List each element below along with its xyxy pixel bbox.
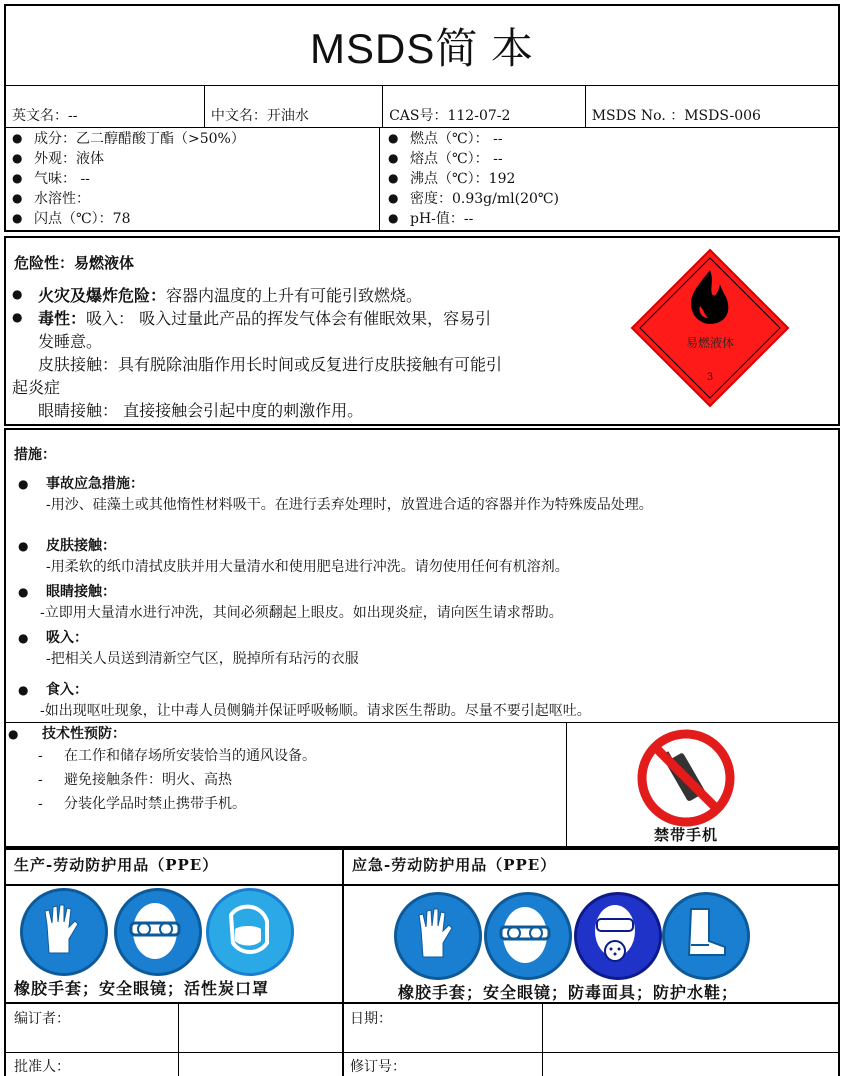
tech-vertical-divider <box>566 722 567 846</box>
flammable-sign-text: 易燃液体 <box>685 336 734 350</box>
fire-hazard <box>12 284 582 307</box>
flammable-liquid-sign <box>630 248 790 408</box>
measure-head-text: 事故应急措施： <box>46 476 144 492</box>
approver-label: 批准人： <box>14 1059 70 1075</box>
dash-icon: - <box>38 772 43 788</box>
document-title: MSDS简 本 <box>6 6 838 86</box>
tech-divider <box>6 722 838 723</box>
footer-block <box>4 1004 840 1076</box>
measure-item-ingest <box>18 680 818 722</box>
prop-item <box>12 168 375 188</box>
gas-mask-icon <box>574 892 662 980</box>
prop-item <box>12 188 375 208</box>
bullet-icon: ● <box>18 585 29 599</box>
footer-row-divider <box>6 1052 838 1053</box>
prop-text: 成分：乙二醇醋酸丁酯（>50%） <box>34 131 245 147</box>
toxicity-text: 吸入： 吸入过量此产品的挥发气体会有催眠效果，容易引 <box>86 309 492 328</box>
ppe-block <box>4 848 840 1004</box>
prop-item <box>12 128 375 148</box>
bullet-icon: ● <box>18 631 29 645</box>
prop-item <box>12 208 375 228</box>
bullet-icon: ● <box>12 310 23 324</box>
toxicity <box>12 307 582 330</box>
measure-head <box>18 582 818 602</box>
bullet-icon: ● <box>8 727 19 741</box>
prop-item <box>388 208 830 228</box>
measure-head-text: 眼睛接触： <box>46 584 116 600</box>
properties-left <box>8 128 380 230</box>
skin-contact-line: 皮肤接触：具有脱除油脂作用长时间或反复进行皮肤接触有可能引 <box>38 355 503 374</box>
footer-col-divider <box>178 1004 179 1076</box>
prop-text: 水溶性： <box>34 191 90 207</box>
cas-number: CAS号：112-07-2 <box>389 108 511 124</box>
toxicity-cont: 发睡意。 <box>38 332 103 351</box>
info-row <box>6 86 838 128</box>
flammable-icon <box>630 248 790 408</box>
bullet-icon: ● <box>388 151 399 165</box>
revision-label: 修订号： <box>350 1059 406 1075</box>
measure-head-text: 食入： <box>46 682 88 698</box>
ppe-emergency-label: 橡胶手套；安全眼镜；防毒面具；防护水鞋； <box>398 983 739 1002</box>
msds-no-cell <box>586 86 838 127</box>
bullet-icon: ● <box>12 287 23 301</box>
ppe-production-title: 生产-劳动防护用品（PPE） <box>14 856 219 874</box>
prop-text: 外观：液体 <box>34 151 104 167</box>
english-name-cell <box>6 86 205 127</box>
gloves-icon <box>394 892 482 980</box>
measure-head-text: 吸入： <box>46 630 88 646</box>
bullet-icon: ● <box>18 539 29 553</box>
bullet-icon: ● <box>388 211 399 225</box>
flammable-sign-number: 3 <box>706 372 714 383</box>
english-name: 英文名：-- <box>12 108 78 124</box>
measure-head <box>18 474 818 494</box>
prop-item <box>388 128 830 148</box>
no-phone-icon <box>636 728 736 828</box>
measure-head <box>18 680 818 700</box>
cas-cell <box>383 86 586 127</box>
mask-icon <box>206 888 294 976</box>
measure-head <box>18 536 818 556</box>
bullet-icon: ● <box>12 211 23 225</box>
prop-text: 熔点（℃）： -- <box>410 151 503 167</box>
ppe-emergency-title: 应急-劳动防护用品（PPE） <box>352 856 557 874</box>
prop-item <box>388 148 830 168</box>
safety-glasses-icon <box>114 888 202 976</box>
editor-label: 编订者： <box>14 1011 70 1027</box>
prop-text: 气味： -- <box>34 171 90 187</box>
measure-text: -如出现呕吐现象，让中毒人员侧躺并保证呼吸畅顺。请求医生帮助。尽量不要引起呕吐。 <box>40 703 591 719</box>
tech-item <box>36 768 562 792</box>
bullet-icon: ● <box>12 131 23 145</box>
prop-text: pH-值：-- <box>410 211 474 227</box>
safety-glasses-icon <box>484 892 572 980</box>
tech-item-text: 避免接触条件：明火、高热 <box>64 772 232 788</box>
hazard-block <box>4 236 840 426</box>
footer-col-divider <box>342 1004 344 1076</box>
properties-right <box>384 128 834 230</box>
prop-item <box>12 148 375 168</box>
footer-col-divider <box>542 1004 543 1076</box>
toxicity-label: 毒性： <box>38 309 87 328</box>
measure-head-text: 皮肤接触： <box>46 538 116 554</box>
bullet-icon: ● <box>388 131 399 145</box>
msds-number: MSDS No. ：MSDS-006 <box>591 108 761 124</box>
prop-text: 密度：0.93g/ml(20℃) <box>410 191 560 207</box>
tech-prevention <box>6 724 562 816</box>
boots-icon <box>662 892 750 980</box>
measures-block <box>4 428 840 848</box>
no-phone-sign <box>636 728 736 828</box>
prop-text: 沸点（℃）：192 <box>410 171 516 187</box>
bullet-icon: ● <box>18 683 29 697</box>
measure-item-accident <box>18 474 818 516</box>
bullet-icon: ● <box>388 191 399 205</box>
ppe-vertical-divider <box>342 850 344 1002</box>
prop-item <box>388 188 830 208</box>
measure-text: -立即用大量清水进行冲洗，其间必须翻起上眼皮。如出现炎症，请向医生请求帮助。 <box>40 605 563 621</box>
tech-item <box>36 792 562 816</box>
measure-text: -用柔软的纸巾清拭皮肤并用大量清水和使用肥皂进行冲洗。请勿使用任何有机溶剂。 <box>46 559 569 575</box>
tech-item-text: 在工作和储存场所安装恰当的通风设备。 <box>64 748 316 764</box>
fire-label: 火灾及爆炸危险： <box>38 286 167 305</box>
no-phone-label: 禁带手机 <box>653 826 718 844</box>
bullet-icon: ● <box>12 151 23 165</box>
measure-text: -把相关人员送到清新空气区，脱掉所有玷污的衣服 <box>46 651 359 667</box>
eye-contact-line: 眼睛接触： 直接接触会引起中度的刺激作用。 <box>38 401 364 420</box>
prop-item <box>388 168 830 188</box>
chinese-name-cell <box>205 86 383 127</box>
tech-title-row <box>6 724 562 744</box>
hazard-text <box>12 284 582 422</box>
measure-head <box>18 628 818 648</box>
measure-item-skin <box>18 536 818 578</box>
dash-icon: - <box>38 796 43 812</box>
bullet-icon: ● <box>12 171 23 185</box>
measure-text: -用沙、硅藻土或其他惰性材料吸干。在进行丢弃处理时，放置进合适的容器并作为特殊废品处理。 <box>46 497 653 513</box>
ppe-header-divider <box>6 884 838 886</box>
fire-text: 容器内温度的上升有可能引致燃烧。 <box>166 286 423 305</box>
measures-title: 措施： <box>14 447 56 463</box>
hazard-title: 危险性：易燃液体 <box>14 254 135 272</box>
prop-text: 闪点（℃）：78 <box>34 211 131 227</box>
tech-title: 技术性预防： <box>42 726 126 742</box>
measure-item-eye <box>18 582 818 624</box>
skin-contact-line2: 起炎症 <box>12 378 61 397</box>
tech-item-text: 分装化学品时禁止携带手机。 <box>64 796 246 812</box>
gloves-icon <box>20 888 108 976</box>
dash-icon: - <box>38 748 43 764</box>
ppe-production-label: 橡胶手套；安全眼镜；活性炭口罩 <box>14 979 270 998</box>
tech-item <box>36 744 562 768</box>
prop-text: 燃点（℃）： -- <box>410 131 503 147</box>
bullet-icon: ● <box>388 171 399 185</box>
bullet-icon: ● <box>18 477 29 491</box>
date-label: 日期： <box>350 1011 392 1027</box>
measure-item-inhale <box>18 628 818 670</box>
bullet-icon: ● <box>12 191 23 205</box>
chinese-name: 中文名：开油水 <box>210 108 309 124</box>
